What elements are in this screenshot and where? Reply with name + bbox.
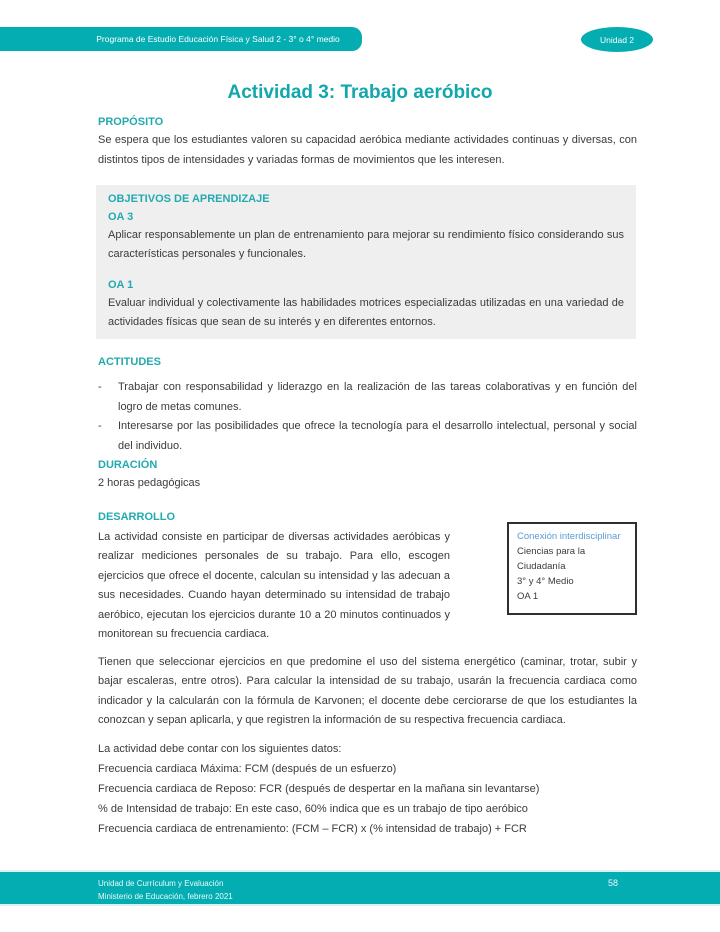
footer-line-1: Unidad de Currículum y Evaluación [98, 879, 224, 888]
actitudes-heading: ACTITUDES [98, 356, 161, 368]
oa1-text: Evaluar individual y colectivamente las habilidades motrices especializadas utilizadas en una variedad de actividades físicas que sean de su interés y en diferentes entornos. [108, 297, 624, 328]
datos-intro: La actividad debe contar con los siguientes datos: [98, 742, 342, 755]
proposito-text: Se espera que los estudiantes valoren su capacidad aeróbica mediante actividades continuas y diversas, con distintos tipos de intensidades y variadas formas de movimientos que les interesen. [98, 134, 637, 166]
content-column [98, 113, 637, 839]
desarrollo-intro-row [98, 528, 637, 645]
actitud-text-2: Interesarse por las posibilidades que ofrece la tecnología para el desarrollo intelectual, personal y social del individuo. [118, 420, 637, 452]
duracion-text: 2 horas pedagógicas [98, 477, 201, 489]
unit-badge-label: Unidad 2 [599, 34, 635, 45]
actitudes-list [98, 378, 637, 456]
connection-box-title: Conexión interdisciplinar [517, 530, 621, 542]
connection-box-oa: OA 1 [517, 590, 539, 602]
oa3-text: Aplicar responsablemente un plan de entrenamiento para mejorar su rendimiento físico considerando sus características personales y funcionales. [108, 229, 624, 260]
oa3-label: OA 3 [108, 211, 134, 223]
connection-box-grade: 3° y 4° Medio [517, 575, 574, 587]
footer-credits [98, 877, 233, 903]
dato-fcm: Frecuencia cardiaca Máxima: FCM (después de un esfuerzo) [98, 762, 397, 775]
dato-formula: Frecuencia cardiaca de entrenamiento: (FCM – FCR) x (% intensidad de trabajo) + FCR [98, 822, 527, 835]
unit-badge [581, 27, 653, 52]
oa1-label: OA 1 [108, 279, 134, 291]
proposito-heading: PROPÓSITO [98, 116, 164, 128]
program-header-label: Programa de Estudio Educación Física y Salud 2 - 3° o 4° medio [96, 34, 340, 44]
list-item [98, 378, 637, 417]
desarrollo-heading: DESARROLLO [98, 510, 175, 523]
actitud-text-1: Trabajar con responsabilidad y liderazgo en la realización de las tareas colaborativas y en función del logro de metas comunes. [118, 381, 637, 413]
footer-line-2: Ministerio de Educación, febrero 2021 [98, 892, 233, 901]
page-footer [0, 870, 720, 906]
dato-intensidad: % de Intensidad de trabajo: En este caso, 60% indica que es un trabajo de tipo aeróbico [98, 802, 528, 815]
objetivos-box [96, 185, 636, 339]
list-item [98, 417, 637, 456]
objetivos-spacer [108, 264, 624, 276]
program-header-bar [0, 27, 362, 51]
page-number: 58 [608, 878, 619, 888]
duracion-heading: DURACIÓN [98, 459, 158, 471]
page-title: Actividad 3: Trabajo aeróbico [227, 82, 493, 103]
desarrollo-paragraph-1: La actividad consiste en participar de diversas actividades aeróbicas y realizar mediciones personales de su trabajo. Para ello, escogen ejercicios que ofrece el docente, calculan su intensidad y las adecuan a sus necesidades. Cuando hayan determinado su intensidad de trabajo aeróbico, ejecutan los ejercicios durante 10 a 20 minutos continuados y monitorean su frecuencia cardiaca. [98, 530, 450, 640]
desarrollo-paragraph-2: Tienen que seleccionar ejercicios en que predomine el uso del sistema energético (caminar, trotar, subir y bajar escaleras, entre otros). Para calcular la intensidad de su trabajo, usarán la frecuencia cardiaca como indicador y la calcularán con la fórmula de Karvonen; el docente debe cerciorarse de que los estudiantes la conozcan y sepan aplicarla, y que registren la información de su respectiva frecuencia cardiaca. [98, 655, 637, 726]
bullet-dash: - [98, 381, 102, 393]
connection-box-subject: Ciencias para la Ciudadanía [517, 545, 586, 572]
dato-fcr: Frecuencia cardiaca de Reposo: FCR (después de despertar en la mañana sin levantarse) [98, 782, 540, 795]
bullet-dash: - [98, 420, 102, 432]
objetivos-heading: OBJETIVOS DE APRENDIZAJE [108, 193, 270, 205]
interdisciplinary-connection-box [507, 522, 637, 615]
